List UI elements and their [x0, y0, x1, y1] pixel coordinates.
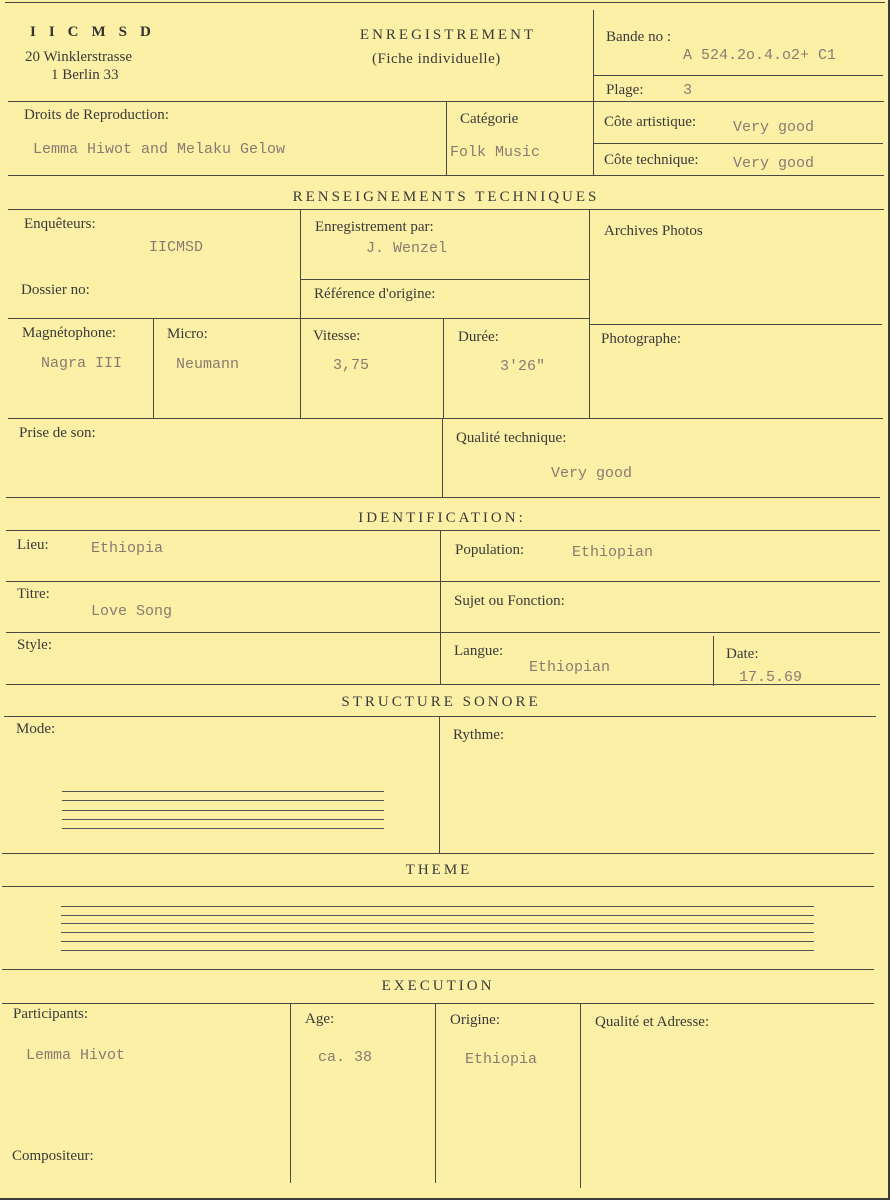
structure-heading: STRUCTURE SONORE — [341, 694, 541, 710]
categorie-value: Folk Music — [450, 144, 541, 161]
origine-value: Ethiopia — [465, 1051, 538, 1068]
divider — [593, 75, 883, 76]
date-label: Date: — [726, 646, 759, 662]
langue-value: Ethiopian — [529, 659, 611, 676]
magnetophone-value: Nagra III — [41, 355, 123, 372]
population-label: Population: — [455, 542, 525, 558]
qualite-technique-value: Very good — [551, 465, 633, 482]
mode-ruled-line — [62, 800, 384, 801]
prise-de-son-label: Prise de son: — [19, 425, 96, 441]
divider — [8, 209, 884, 210]
langue-label: Langue: — [454, 643, 504, 659]
age-label: Age: — [305, 1011, 335, 1027]
form-subtitle: (Fiche individuelle) — [372, 51, 501, 67]
mode-ruled-line — [62, 791, 384, 792]
vitesse-value: 3,75 — [333, 357, 370, 374]
qualite-technique-label: Qualité technique: — [456, 430, 567, 446]
divider — [300, 209, 301, 419]
participants-value: Lemma Hivot — [26, 1047, 126, 1064]
age-value: ca. 38 — [318, 1049, 373, 1066]
plage-value: 3 — [683, 82, 693, 99]
divider — [2, 853, 874, 854]
theme-ruled-line — [61, 941, 814, 942]
theme-ruled-line — [61, 906, 814, 907]
mode-ruled-line — [62, 819, 384, 820]
mode-ruled-line — [62, 828, 384, 829]
divider — [713, 636, 714, 686]
divider — [435, 1003, 436, 1183]
divider — [290, 1003, 291, 1183]
divider — [443, 318, 444, 418]
cote-technique-value: Very good — [733, 155, 815, 172]
lieu-value: Ethiopia — [91, 540, 164, 557]
divider — [153, 318, 154, 418]
divider — [439, 716, 440, 853]
address-line-2: 1 Berlin 33 — [51, 67, 119, 83]
photographe-label: Photographe: — [601, 331, 681, 347]
theme-ruled-line — [61, 915, 814, 916]
divider — [446, 101, 447, 175]
bande-label: Bande no : — [606, 29, 671, 45]
divider — [6, 497, 880, 498]
sujet-label: Sujet ou Fonction: — [454, 593, 565, 609]
theme-ruled-line — [61, 923, 814, 924]
enregistrement-par-label: Enregistrement par: — [315, 219, 434, 235]
participants-label: Participants: — [13, 1006, 88, 1022]
droits-value: Lemma Hiwot and Melaku Gelow — [33, 141, 286, 158]
divider — [8, 175, 884, 176]
divider — [6, 530, 880, 531]
divider — [8, 418, 883, 419]
cote-technique-label: Côte technique: — [604, 152, 699, 168]
org-logo: IICMSD — [30, 24, 164, 40]
enregistrement-par-value: J. Wenzel — [366, 240, 448, 257]
cote-artistique-value: Very good — [733, 119, 815, 136]
lieu-label: Lieu: — [17, 537, 49, 553]
compositeur-label: Compositeur: — [12, 1148, 94, 1164]
titre-label: Titre: — [17, 586, 50, 602]
rythme-label: Rythme: — [453, 727, 505, 743]
divider — [8, 318, 590, 319]
style-label: Style: — [17, 637, 53, 653]
divider — [2, 1003, 874, 1004]
divider — [593, 143, 883, 144]
form-title: ENREGISTREMENT — [359, 27, 537, 43]
enqueteurs-value: IICMSD — [149, 239, 204, 256]
vitesse-label: Vitesse: — [313, 328, 361, 344]
execution-heading: EXECUTION — [381, 978, 495, 994]
divider — [442, 418, 443, 498]
categorie-label: Catégorie — [460, 111, 519, 127]
micro-value: Neumann — [176, 356, 240, 373]
divider — [2, 886, 874, 887]
divider — [590, 324, 882, 325]
identification-heading: IDENTIFICATION: — [358, 510, 526, 526]
divider — [6, 581, 880, 582]
archives-photos-label: Archives Photos — [604, 223, 703, 239]
duree-value: 3'26" — [500, 358, 546, 375]
dossier-label: Dossier no: — [21, 282, 90, 298]
origine-label: Origine: — [450, 1012, 500, 1028]
titre-value: Love Song — [91, 603, 173, 620]
divider — [589, 209, 590, 419]
reference-label: Référence d'origine: — [314, 286, 436, 302]
theme-heading: THEME — [405, 862, 473, 878]
divider — [2, 969, 874, 970]
divider — [300, 279, 590, 280]
divider — [5, 2, 885, 3]
population-value: Ethiopian — [572, 544, 654, 561]
magnetophone-label: Magnétophone: — [22, 325, 117, 341]
micro-label: Micro: — [167, 326, 208, 342]
enqueteurs-label: Enquêteurs: — [24, 216, 96, 232]
divider — [4, 716, 876, 717]
mode-ruled-line — [62, 810, 384, 811]
plage-label: Plage: — [606, 82, 644, 98]
duree-label: Durée: — [458, 329, 499, 345]
divider — [593, 10, 594, 175]
cote-artistique-label: Côte artistique: — [604, 114, 697, 130]
mode-label: Mode: — [16, 721, 56, 737]
divider — [580, 1003, 581, 1188]
qualite-adresse-label: Qualité et Adresse: — [595, 1014, 710, 1030]
technical-heading: RENSEIGNEMENTS TECHNIQUES — [292, 189, 600, 205]
address-line-1: 20 Winklerstrasse — [25, 49, 133, 65]
theme-ruled-line — [61, 950, 814, 951]
divider — [6, 632, 880, 633]
droits-label: Droits de Reproduction: — [24, 107, 169, 123]
date-value: 17.5.69 — [739, 669, 803, 686]
divider — [440, 530, 441, 685]
theme-ruled-line — [61, 932, 814, 933]
bande-value: A 524.2o.4.o2+ C1 — [683, 47, 837, 64]
